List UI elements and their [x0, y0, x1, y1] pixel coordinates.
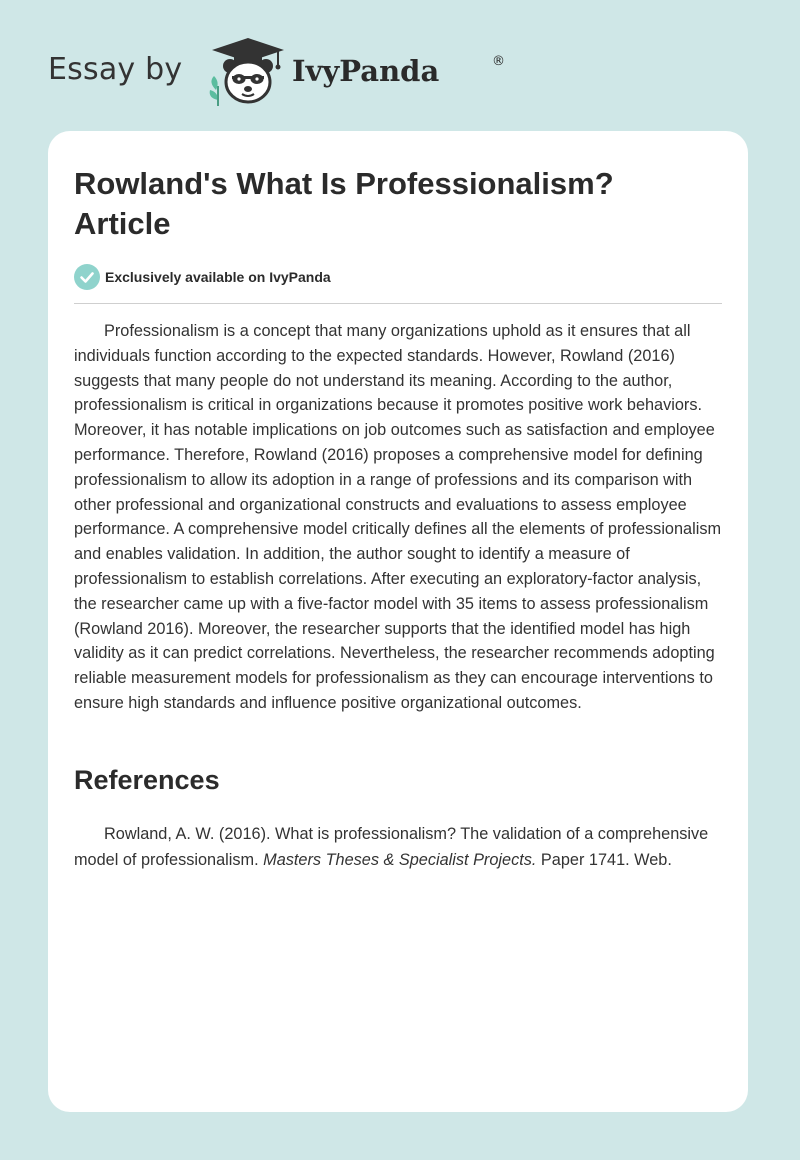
- article-body: Professionalism is a concept that many organizations uphold as it ensures that all individuals function according to the expected standards. However, Rowland (2016) suggests that many people do not understand its meaning. According to the author, professionalism is critical in organizations because it promotes positive work behaviors. Moreover, it has notable implications on job outcomes such as satisfaction and employee performance. Therefore, Rowland (2016) proposes a comprehensive model for defining professionalism to allow its adoption in a range of professions and its comparison with other professional and organizational constructs and evaluations to assess employee performance. A comprehensive model critically defines all the elements of professionalism and enables validation. In addition, the author sought to identify a measure of professionalism to establish correlations. After executing an exploratory-factor analysis, the researcher came up with a five-factor model with 35 items to assess professionalism (Rowland 2016). Moreover, the researcher supports that the identified model has high validity as it can predict correlations. Nevertheless, the researcher recommends adopting reliable measurement models for professionalism as they can encourage interventions to ensure high standards and influence positive organizational outcomes.: [74, 322, 722, 712]
- reference-item: [74, 821, 726, 873]
- article-card: [48, 131, 748, 1112]
- panda-graduation-cap-icon[interactable]: [204, 36, 286, 108]
- exclusive-badge: [74, 264, 331, 290]
- brand-name[interactable]: IvyPanda: [292, 54, 440, 88]
- registered-mark: ®: [492, 54, 505, 69]
- reference-source: Masters Theses & Specialist Projects.: [263, 851, 537, 869]
- reference-suffix: Paper 1741. Web.: [536, 851, 672, 869]
- site-header: [48, 34, 505, 110]
- article-title: Rowland's What Is Professionalism? Article: [74, 166, 614, 241]
- divider: [74, 303, 722, 304]
- references-heading: References: [74, 765, 220, 795]
- check-circle-icon: [74, 264, 100, 290]
- exclusive-badge-label: Exclusively available on IvyPanda: [105, 269, 331, 285]
- reference-text: Rowland, A. W. (2016). What is professionalism? The validation of a comprehensive model of professionalism.: [74, 825, 709, 869]
- brand-prefix: Essay by: [48, 52, 183, 87]
